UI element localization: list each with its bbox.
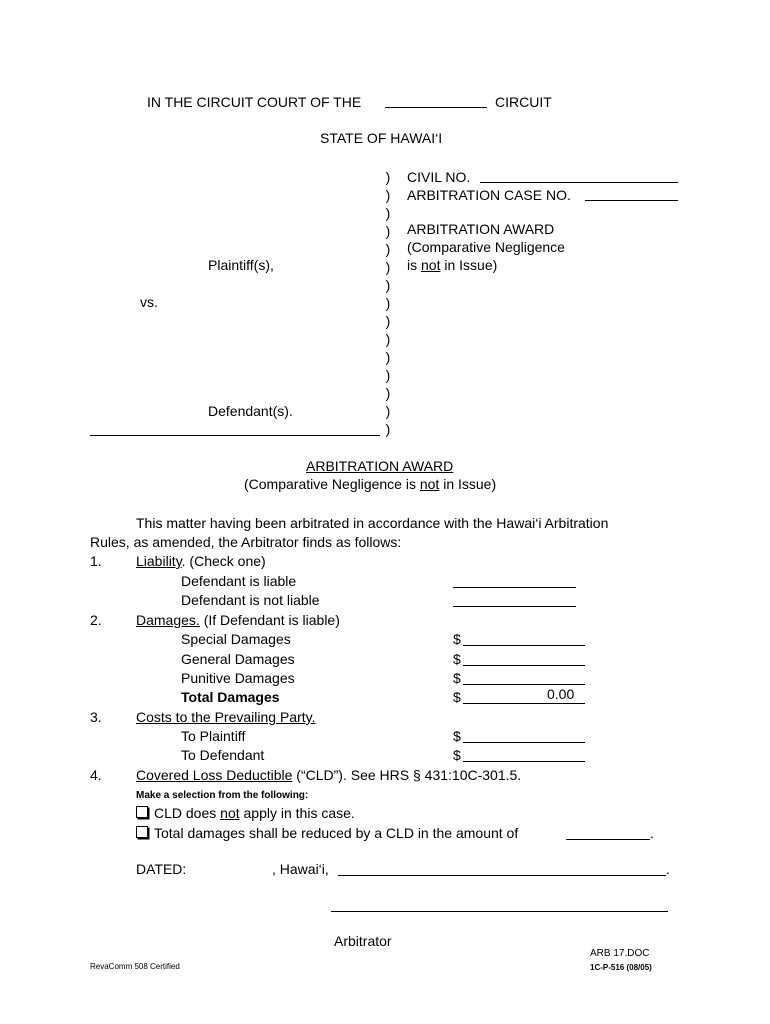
section-2-number: 2. — [90, 612, 102, 628]
circuit-blank-line — [385, 107, 487, 108]
general-damages-field[interactable] — [463, 665, 585, 666]
section-4-number: 4. — [90, 767, 102, 783]
section-1-number: 1. — [90, 553, 102, 569]
section-3-heading: Costs to the Prevailing Party. — [136, 709, 316, 725]
civil-no-label: CIVIL NO. — [407, 169, 471, 185]
court-line-prefix: IN THE CIRCUIT COURT OF THE — [147, 94, 362, 110]
cld-reduce-option[interactable]: Total damages shall be reduced by a CLD in the amount of — [136, 826, 518, 840]
arbitrator-signature-line[interactable] — [331, 911, 668, 912]
dated-field[interactable] — [338, 875, 666, 876]
to-defendant-field[interactable] — [463, 761, 585, 762]
total-damages-label: Total Damages — [181, 689, 280, 705]
defendant-not-liable-field[interactable] — [453, 606, 576, 607]
to-defendant-label: To Defendant — [181, 747, 265, 763]
versus-label: vs. — [140, 294, 158, 310]
total-damages-field — [463, 703, 585, 704]
caption-subtitle-2: is not in Issue) — [407, 257, 498, 273]
intro-line-1: This matter having been arbitrated in accordance with the Hawai‘i Arbitration — [136, 515, 609, 531]
to-plaintiff-field[interactable] — [463, 742, 585, 743]
selection-label: Make a selection from the following: — [136, 790, 309, 801]
total-damages-value: 0.00 — [547, 686, 575, 702]
dollar-sign: $ — [453, 728, 461, 744]
section-2-heading: Damages. (If Defendant is liable) — [136, 612, 340, 628]
dated-period: . — [666, 861, 670, 877]
form-code: 1C-P-516 (08/05) — [590, 963, 652, 972]
punitive-damages-field[interactable] — [463, 684, 585, 685]
caption-title: ARBITRATION AWARD — [407, 221, 555, 237]
dollar-sign: $ — [453, 670, 461, 686]
defendant-not-liable-label: Defendant is not liable — [181, 592, 320, 608]
checkbox-icon[interactable] — [136, 806, 148, 818]
section-4-heading: Covered Loss Deductible (“CLD”). See HRS § 431:10C-301.5. — [136, 767, 522, 783]
hawaii-label: , Hawai‘i, — [272, 861, 329, 877]
cld-amount-field[interactable] — [566, 839, 650, 840]
doc-code: ARB 17.DOC — [590, 948, 650, 959]
dated-label: DATED: — [136, 861, 187, 877]
plaintiff-label: Plaintiff(s), — [208, 257, 274, 273]
dollar-sign: $ — [453, 689, 461, 705]
special-damages-field[interactable] — [463, 645, 585, 646]
defendant-liable-field[interactable] — [453, 587, 576, 588]
arbitration-case-no-label: ARBITRATION CASE NO. — [407, 187, 571, 203]
arbitration-case-no-field[interactable] — [585, 200, 678, 201]
special-damages-label: Special Damages — [181, 631, 291, 647]
dollar-sign: $ — [453, 747, 461, 763]
court-line-suffix: CIRCUIT — [495, 94, 552, 110]
defendant-liable-label: Defendant is liable — [181, 573, 297, 589]
section-1-heading: Liability. (Check one) — [136, 553, 266, 569]
caption-subtitle-1: (Comparative Negligence — [407, 239, 565, 255]
civil-no-field[interactable] — [480, 182, 678, 183]
caption-bottom-line — [90, 435, 380, 436]
certified-label: RevaComm 508 Certified — [90, 962, 180, 971]
section-3-number: 3. — [90, 709, 102, 725]
award-title: ARBITRATION AWARD — [306, 458, 454, 474]
to-plaintiff-label: To Plaintiff — [181, 728, 246, 744]
state-heading: STATE OF HAWAI‘I — [320, 130, 443, 146]
cld-period: . — [650, 825, 654, 841]
dollar-sign: $ — [453, 651, 461, 667]
cld-not-apply-option[interactable]: CLD does not apply in this case. — [136, 806, 355, 820]
punitive-damages-label: Punitive Damages — [181, 670, 295, 686]
general-damages-label: General Damages — [181, 651, 295, 667]
defendant-label: Defendant(s). — [208, 403, 293, 419]
arbitrator-label: Arbitrator — [334, 933, 392, 949]
intro-line-2: Rules, as amended, the Arbitrator finds as follows: — [90, 534, 402, 550]
dollar-sign: $ — [453, 631, 461, 647]
checkbox-icon[interactable] — [136, 826, 148, 838]
award-subtitle: (Comparative Negligence is not in Issue) — [244, 476, 497, 492]
